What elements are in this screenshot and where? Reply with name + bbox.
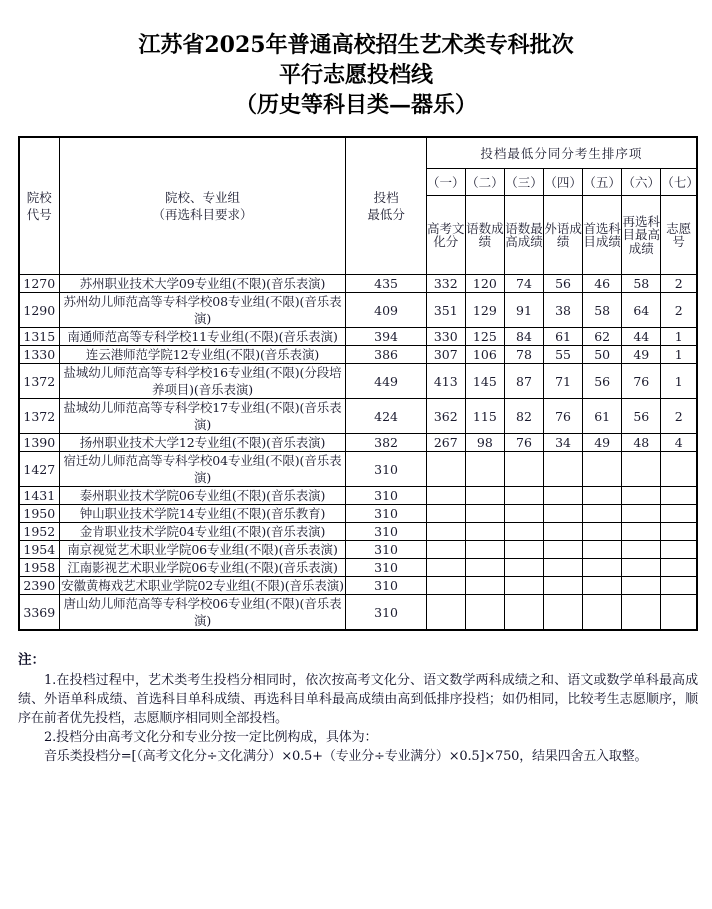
cell-rank-3: 78 (504, 346, 543, 364)
table-row (19, 364, 697, 399)
cell-rank-2 (465, 452, 504, 487)
cell-rank-2: 129 (465, 293, 504, 328)
cell-rank-6 (622, 523, 661, 541)
cell-college-code: 1952 (19, 523, 59, 541)
table-row (19, 487, 697, 505)
cell-rank-7 (661, 523, 697, 541)
cell-min-score: 310 (346, 452, 426, 487)
cell-rank-3: 74 (504, 275, 543, 293)
cell-college-code: 2390 (19, 577, 59, 595)
cell-college-name: 连云港师范学院12专业组(不限)(音乐表演) (59, 346, 346, 364)
cell-college-name: 南京视觉艺术职业学院06专业组(不限)(音乐表演) (59, 541, 346, 559)
cell-rank-6 (622, 487, 661, 505)
cell-college-code: 1954 (19, 541, 59, 559)
cell-rank-5: 58 (583, 293, 622, 328)
score-table-container (18, 136, 698, 631)
cell-rank-4 (544, 452, 583, 487)
cell-rank-6 (622, 595, 661, 631)
cell-min-score: 449 (346, 364, 426, 399)
cell-college-code: 1290 (19, 293, 59, 328)
cell-rank-4: 61 (544, 328, 583, 346)
cell-rank-5 (583, 595, 622, 631)
cell-rank-4: 34 (544, 434, 583, 452)
cell-rank-1: 332 (426, 275, 465, 293)
header-rank-group: 投档最低分同分考生排序项 (426, 137, 697, 169)
header-college-code-line2: 代号 (26, 207, 52, 222)
header-rank-label-7 (661, 196, 697, 275)
cell-min-score: 310 (346, 577, 426, 595)
cell-rank-7: 2 (661, 293, 697, 328)
title-line-2: 平行志愿投档线 (278, 62, 433, 88)
cell-rank-3 (504, 523, 543, 541)
cell-rank-3 (504, 505, 543, 523)
cell-college-name: 苏州职业技术大学09专业组(不限)(音乐表演) (59, 275, 346, 293)
cell-rank-1: 413 (426, 364, 465, 399)
cell-rank-6 (622, 541, 661, 559)
cell-rank-5: 61 (583, 399, 622, 434)
header-college-code (19, 137, 59, 275)
cell-rank-7 (661, 559, 697, 577)
header-rank-label-text-6: 再选科目最高成绩 (622, 213, 661, 256)
cell-min-score: 310 (346, 487, 426, 505)
cell-rank-4: 55 (544, 346, 583, 364)
cell-rank-3: 82 (504, 399, 543, 434)
cell-rank-5: 49 (583, 434, 622, 452)
title-line-1: 江苏省2025年普通高校招生艺术类专科批次 (138, 32, 574, 58)
cell-college-name: 金肯职业技术学院04专业组(不限)(音乐表演) (59, 523, 346, 541)
header-rank-label-text-4: 外语成绩 (544, 220, 582, 249)
note-item-1: 1.在投档过程中，艺术类考生投档分相同时，依次按高考文化分、语文数学两科成绩之和、语文或数学单科最高成绩、外语单科成绩、首选科目单科成绩、再选科目单科最高成绩由高到低排序投档；如仍相同，比较考生志愿顺序，顺序在前者优先投档，志愿顺序相同则全部投档。 (18, 673, 698, 726)
header-min-score-line1: 投档 (373, 190, 399, 205)
table-row (19, 293, 697, 328)
cell-college-name: 安徽黄梅戏艺术职业学院02专业组(不限)(音乐表演) (59, 577, 346, 595)
cell-rank-6: 76 (622, 364, 661, 399)
cell-rank-2 (465, 595, 504, 631)
cell-college-name: 泰州职业技术学院06专业组(不限)(音乐表演) (59, 487, 346, 505)
cell-rank-2: 145 (465, 364, 504, 399)
cell-rank-7: 4 (661, 434, 697, 452)
cell-college-name: 扬州职业技术大学12专业组(不限)(音乐表演) (59, 434, 346, 452)
cell-rank-7: 1 (661, 364, 697, 399)
table-row (19, 577, 697, 595)
header-college-code-line1: 院校 (26, 190, 52, 205)
header-rank-numeral-6: （六） (622, 169, 661, 196)
cell-rank-7 (661, 487, 697, 505)
header-rank-label-text-3: 语数最高成绩 (505, 220, 543, 249)
cell-rank-2 (465, 487, 504, 505)
cell-min-score: 310 (346, 523, 426, 541)
header-rank-label-6 (622, 196, 661, 275)
cell-college-code: 1372 (19, 399, 59, 434)
header-college-name-line1: 院校、专业组 (165, 190, 241, 205)
header-college-name (59, 137, 346, 275)
cell-rank-2 (465, 541, 504, 559)
header-rank-label-text-7: 志愿号 (666, 220, 692, 249)
cell-rank-4 (544, 523, 583, 541)
header-rank-label-text-5: 首选科目成绩 (583, 220, 621, 249)
cell-rank-1: 267 (426, 434, 465, 452)
cell-rank-2 (465, 577, 504, 595)
cell-rank-2 (465, 523, 504, 541)
cell-rank-5: 56 (583, 364, 622, 399)
cell-rank-5 (583, 541, 622, 559)
cell-rank-6: 58 (622, 275, 661, 293)
cell-rank-4 (544, 541, 583, 559)
table-header (19, 137, 697, 275)
cell-rank-5 (583, 505, 622, 523)
note-item-2: 2.投档分由高考文化分和专业分按一定比例构成，具体为： (44, 730, 378, 745)
header-rank-label-text-2: 语数成绩 (466, 220, 504, 249)
cell-rank-1 (426, 559, 465, 577)
cell-rank-6 (622, 577, 661, 595)
cell-rank-2: 98 (465, 434, 504, 452)
notes-section (18, 651, 698, 766)
cell-rank-4: 71 (544, 364, 583, 399)
cell-college-name: 江南影视艺术职业学院06专业组(不限)(音乐表演) (59, 559, 346, 577)
cell-rank-2 (465, 505, 504, 523)
cell-rank-4: 56 (544, 275, 583, 293)
table-body (19, 275, 697, 631)
table-row (19, 595, 697, 631)
cell-college-code: 1431 (19, 487, 59, 505)
admission-score-table (18, 136, 698, 631)
cell-rank-5 (583, 559, 622, 577)
cell-college-name: 盐城幼儿师范高等专科学校16专业组(不限)(分段培养项目)(音乐表演) (59, 364, 346, 399)
cell-rank-2: 125 (465, 328, 504, 346)
cell-rank-1 (426, 505, 465, 523)
header-rank-label-4 (544, 196, 583, 275)
cell-rank-5 (583, 523, 622, 541)
cell-college-code: 1390 (19, 434, 59, 452)
header-rank-numeral-7: （七） (661, 169, 697, 196)
cell-rank-4 (544, 505, 583, 523)
cell-college-name: 苏州幼儿师范高等专科学校08专业组(不限)(音乐表演) (59, 293, 346, 328)
header-rank-numeral-5: （五） (583, 169, 622, 196)
cell-rank-1 (426, 577, 465, 595)
cell-college-name: 钟山职业技术学院14专业组(不限)(音乐教育) (59, 505, 346, 523)
cell-rank-1: 351 (426, 293, 465, 328)
cell-rank-2: 106 (465, 346, 504, 364)
cell-college-code: 1950 (19, 505, 59, 523)
cell-min-score: 394 (346, 328, 426, 346)
table-row (19, 399, 697, 434)
cell-rank-7 (661, 452, 697, 487)
cell-rank-1: 330 (426, 328, 465, 346)
cell-college-code: 1958 (19, 559, 59, 577)
table-row (19, 559, 697, 577)
header-rank-numeral-1: （一） (426, 169, 465, 196)
cell-rank-7 (661, 595, 697, 631)
cell-rank-4: 76 (544, 399, 583, 434)
cell-rank-1: 307 (426, 346, 465, 364)
header-rank-label-text-1: 高考文化分 (426, 220, 465, 249)
header-min-score (346, 137, 426, 275)
cell-college-code: 1330 (19, 346, 59, 364)
cell-min-score: 310 (346, 559, 426, 577)
cell-min-score: 310 (346, 541, 426, 559)
header-rank-numeral-4: （四） (544, 169, 583, 196)
cell-rank-7 (661, 505, 697, 523)
cell-rank-5: 62 (583, 328, 622, 346)
header-min-score-line2: 最低分 (367, 207, 405, 222)
cell-rank-1 (426, 452, 465, 487)
cell-rank-7: 1 (661, 346, 697, 364)
header-rank-label-2 (465, 196, 504, 275)
cell-rank-7: 2 (661, 275, 697, 293)
page-title (0, 0, 712, 120)
cell-min-score: 409 (346, 293, 426, 328)
cell-rank-6: 48 (622, 434, 661, 452)
cell-rank-1: 362 (426, 399, 465, 434)
cell-rank-3: 91 (504, 293, 543, 328)
cell-rank-4 (544, 577, 583, 595)
cell-min-score: 424 (346, 399, 426, 434)
cell-college-name: 南通师范高等专科学校11专业组(不限)(音乐表演) (59, 328, 346, 346)
cell-college-name: 唐山幼儿师范高等专科学校06专业组(不限)(音乐表演) (59, 595, 346, 631)
cell-rank-7 (661, 577, 697, 595)
cell-rank-5 (583, 487, 622, 505)
table-row (19, 452, 697, 487)
cell-rank-1 (426, 541, 465, 559)
cell-rank-2: 120 (465, 275, 504, 293)
cell-min-score: 386 (346, 346, 426, 364)
header-rank-numeral-3: （三） (504, 169, 543, 196)
cell-rank-6 (622, 452, 661, 487)
table-row (19, 275, 697, 293)
cell-rank-4 (544, 595, 583, 631)
cell-min-score: 435 (346, 275, 426, 293)
cell-rank-7: 1 (661, 328, 697, 346)
cell-rank-7: 2 (661, 399, 697, 434)
header-rank-label-1 (426, 196, 465, 275)
cell-rank-4 (544, 487, 583, 505)
cell-rank-5: 46 (583, 275, 622, 293)
cell-rank-4: 38 (544, 293, 583, 328)
cell-rank-2: 115 (465, 399, 504, 434)
cell-min-score: 310 (346, 595, 426, 631)
cell-college-code: 1270 (19, 275, 59, 293)
cell-rank-3: 84 (504, 328, 543, 346)
cell-rank-6 (622, 559, 661, 577)
cell-rank-6: 56 (622, 399, 661, 434)
table-row (19, 346, 697, 364)
cell-rank-3 (504, 595, 543, 631)
cell-rank-5 (583, 452, 622, 487)
table-row (19, 328, 697, 346)
cell-rank-1 (426, 487, 465, 505)
table-row (19, 505, 697, 523)
cell-college-code: 1427 (19, 452, 59, 487)
cell-rank-5: 50 (583, 346, 622, 364)
header-rank-numeral-2: （二） (465, 169, 504, 196)
cell-college-code: 3369 (19, 595, 59, 631)
cell-rank-5 (583, 577, 622, 595)
note-item-3: 音乐类投档分=[（高考文化分÷文化满分）×0.5+（专业分÷专业满分）×0.5]×750，结果四舍五入取整。 (44, 749, 648, 764)
cell-min-score: 310 (346, 505, 426, 523)
notes-heading: 注： (18, 652, 45, 668)
cell-rank-3 (504, 541, 543, 559)
cell-college-name: 盐城幼儿师范高等专科学校17专业组(不限)(音乐表演) (59, 399, 346, 434)
cell-rank-3 (504, 577, 543, 595)
table-row (19, 541, 697, 559)
cell-rank-4 (544, 559, 583, 577)
table-row (19, 523, 697, 541)
cell-rank-3 (504, 559, 543, 577)
cell-rank-1 (426, 595, 465, 631)
cell-college-code: 1372 (19, 364, 59, 399)
cell-rank-1 (426, 523, 465, 541)
cell-rank-3: 87 (504, 364, 543, 399)
header-row-group (19, 137, 697, 169)
header-college-name-line2: （再选科目要求） (152, 207, 253, 222)
title-line-3: （历史等科目类—器乐） (234, 92, 477, 118)
header-rank-label-5 (583, 196, 622, 275)
cell-college-name: 宿迁幼儿师范高等专科学校04专业组(不限)(音乐表演) (59, 452, 346, 487)
cell-rank-6: 64 (622, 293, 661, 328)
cell-rank-6 (622, 505, 661, 523)
cell-rank-3 (504, 487, 543, 505)
table-row (19, 434, 697, 452)
cell-college-code: 1315 (19, 328, 59, 346)
cell-rank-3 (504, 452, 543, 487)
cell-rank-2 (465, 559, 504, 577)
header-rank-label-3 (504, 196, 543, 275)
cell-rank-7 (661, 541, 697, 559)
cell-rank-6: 44 (622, 328, 661, 346)
cell-min-score: 382 (346, 434, 426, 452)
cell-rank-3: 76 (504, 434, 543, 452)
cell-rank-6: 49 (622, 346, 661, 364)
